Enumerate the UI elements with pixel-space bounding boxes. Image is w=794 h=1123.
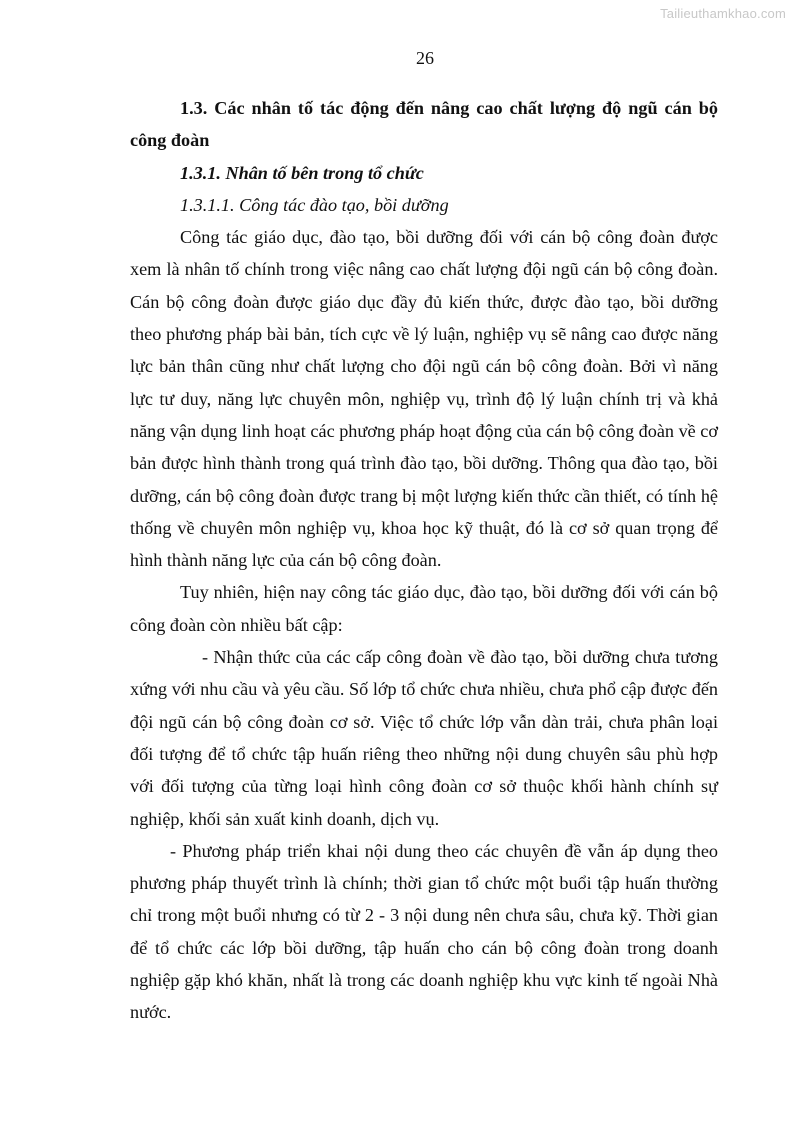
subsection-heading: 1.3.1. Nhân tố bên trong tổ chức (180, 162, 424, 183)
page-number: 26 (416, 48, 434, 68)
document-body (130, 92, 718, 1029)
subsubsection-heading: 1.3.1.1. Công tác đào tạo, bồi dưỡng (180, 194, 449, 215)
section-heading: 1.3. Các nhân tố tác động đến nâng cao chất lượng độ ngũ cán bộ công đoàn (130, 98, 718, 151)
paragraph: Tuy nhiên, hiện nay công tác giáo dục, đào tạo, bồi dưỡng đối với cán bộ công đoàn còn nhiều bất cập: (130, 582, 718, 635)
bullet-paragraph: - Phương pháp triển khai nội dung theo các chuyên đề vẫn áp dụng theo phương pháp thuyết trình là chính; thời gian tổ chức một buổi tập huấn thường chỉ trong một buổi nhưng có từ 2 - 3 nội dung nên chưa sâu, chưa kỹ. Thời gian để tổ chức các lớp bồi dưỡng, tập huấn cho cán bộ công đoàn trong doanh nghiệp gặp khó khăn, nhất là trong các doanh nghiệp khu vực kinh tế ngoài Nhà nước. (130, 840, 718, 1023)
watermark: Tailieuthamkhao.com (660, 6, 786, 21)
paragraph: Công tác giáo dục, đào tạo, bồi dưỡng đối với cán bộ công đoàn được xem là nhân tố chính trong việc nâng cao chất lượng đội ngũ cán bộ công đoàn. Cán bộ công đoàn được giáo dục đầy đủ kiến thức, được đào tạo, bồi dưỡng theo phương pháp bài bản, tích cực về lý luận, nghiệp vụ sẽ nâng cao được năng lực bản thân cũng như chất lượng cho đội ngũ cán bộ công đoàn. Bởi vì năng lực tư duy, năng lực chuyên môn, nghiệp vụ, trình độ lý luận chính trị và khả năng vận dụng linh hoạt các phương pháp hoạt động của cán bộ công đoàn về cơ bản được hình thành trong quá trình đào tạo, bồi dưỡng. Thông qua đào tạo, bồi dưỡng, cán bộ công đoàn được trang bị một lượng kiến thức cần thiết, có tính hệ thống về chuyên môn nghiệp vụ, khoa học kỹ thuật, đó là cơ sở quan trọng để hình thành năng lực của cán bộ công đoàn. (130, 227, 718, 571)
bullet-paragraph: - Nhận thức của các cấp công đoàn về đào tạo, bồi dưỡng chưa tương xứng với nhu cầu và yêu cầu. Số lớp tổ chức chưa nhiều, chưa phổ cập được đến đội ngũ cán bộ công đoàn cơ sở. Việc tổ chức lớp vẫn dàn trải, chưa phân loại đối tượng để tổ chức tập huấn riêng theo những nội dung chuyên sâu phù hợp với đối tượng của từng loại hình công đoàn cơ sở thuộc khối hành chính sự nghiệp, khối sản xuất kinh doanh, dịch vụ. (130, 647, 718, 829)
